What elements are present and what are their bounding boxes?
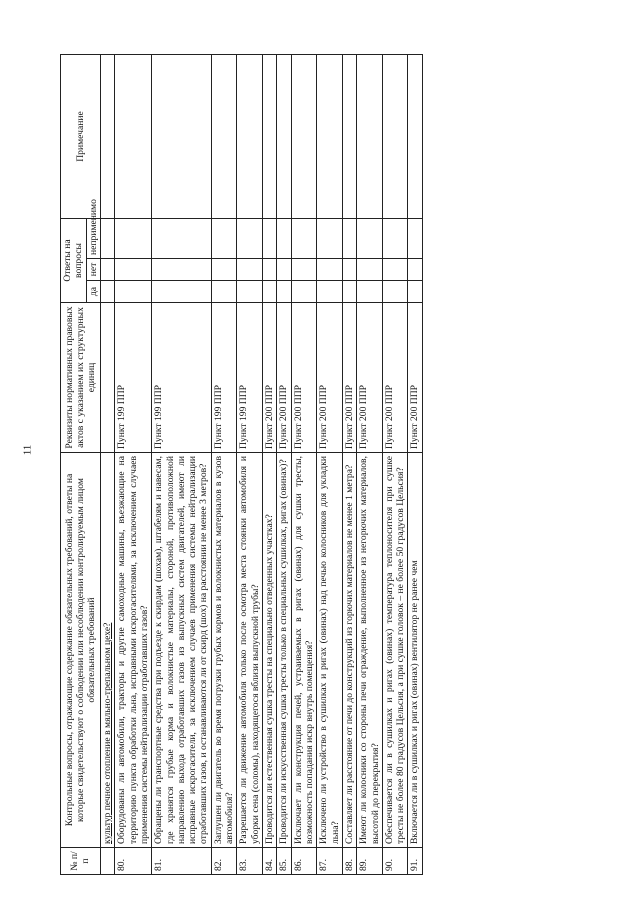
table-row xyxy=(277,55,291,875)
answer-no-cell[interactable] xyxy=(357,259,383,281)
answer-no-cell[interactable] xyxy=(277,259,291,281)
row-question: Обращены ли транспортные средства при подъезде к скирдам (шохам), штабелям и навесам, где хранятся грубые корма и волокнистые материалы, стороной, противоположной направлению выхода отработавших газов из выпускных систем двигателей, имеют ли исправные искрогасители, за исключением случаев применения системы нейтрализации отработавших газов, и останавливаются ли от скирд (шох) на расстоянии не менее 3 метров? xyxy=(152,453,212,848)
row-question: Обеспечивается ли в сушилках и ригах (овинах) температура теплоносителя при сушке тресты не более 80 градусов Цельсия, а при сушке головок – не более 50 градусов Цельсия? xyxy=(382,453,408,848)
row-question: Оборудованы ли автомобили, тракторы и другие самоходные машины, въезжающие на территорию пункта обработки льна, исправными искрогасителями, за исключением случаев применения системы нейтрализации отработавших газов? xyxy=(115,453,152,848)
row-question: Включается ли в сушилках и ригах (овинах) вентилятор не ранее чем xyxy=(408,453,422,848)
row-number: 81. xyxy=(152,848,212,875)
table-row xyxy=(115,55,152,875)
row-reference: Пункт 200 ППР xyxy=(382,303,408,453)
header-note: Примечание xyxy=(61,55,101,219)
answer-na-cell[interactable] xyxy=(237,219,263,259)
row-question: Имеют ли колосники со стороны печи ограждение, выполненное из негорючих материалов, высотой до перекрытия? xyxy=(357,453,383,848)
answer-na-cell[interactable] xyxy=(115,219,152,259)
answer-na-cell[interactable] xyxy=(277,219,291,259)
note-cell[interactable] xyxy=(291,55,317,219)
row-number: 83. xyxy=(237,848,263,875)
row-reference: Пункт 200 ППР xyxy=(408,303,422,453)
answer-no-cell[interactable] xyxy=(152,259,212,281)
table-row xyxy=(291,55,317,875)
answer-yes-cell[interactable] xyxy=(211,281,237,303)
answer-na-cell[interactable] xyxy=(152,219,212,259)
row-reference: Пункт 200 ППР xyxy=(263,303,277,453)
row-number: 86. xyxy=(291,848,317,875)
row-question: Разрешается ли движение автомобиля только после осмотра места стоянки автомобиля и уборки сена (соломы), находящегося вблизи выпускной трубы? xyxy=(237,453,263,848)
answer-na-cell[interactable] xyxy=(211,219,237,259)
continuation-num xyxy=(100,848,114,875)
row-question: Проводится ли искусственная сушка тресты только в специальных сушилках, ригах (овинах)? xyxy=(277,453,291,848)
row-reference: Пункт 200 ППР xyxy=(291,303,317,453)
answer-yes-cell[interactable] xyxy=(100,281,114,303)
table-row xyxy=(408,55,422,875)
table-row xyxy=(357,55,383,875)
row-reference: Пункт 200 ППР xyxy=(342,303,356,453)
answer-no-cell[interactable] xyxy=(382,259,408,281)
row-question: Проводится ли естественная сушка тресты на специально отведенных участках? xyxy=(263,453,277,848)
continuation-ref xyxy=(100,303,114,453)
header-requisites: Реквизиты нормативных правовых актов с указанием их структурных единиц xyxy=(61,303,101,453)
row-number: 87. xyxy=(317,848,343,875)
row-question: Составляет ли расстояние от печи до конструкций из горючих материалов не менее 1 метра? xyxy=(342,453,356,848)
continuation-row xyxy=(100,55,114,875)
answer-yes-cell[interactable] xyxy=(382,281,408,303)
row-question: Заглушен ли двигатель во время погрузки грубых кормов и волокнистых материалов в кузов автомобиля? xyxy=(211,453,237,848)
row-reference: Пункт 199 ППР xyxy=(211,303,237,453)
answer-no-cell[interactable] xyxy=(317,259,343,281)
row-number: 80. xyxy=(115,848,152,875)
row-question: Исключено ли устройство в сушилках и ригах (овинах) над печью колосников для укладки льна? xyxy=(317,453,343,848)
row-number: 84. xyxy=(263,848,277,875)
answer-na-cell[interactable] xyxy=(100,219,114,259)
row-number: 89. xyxy=(357,848,383,875)
row-reference: Пункт 200 ППР xyxy=(277,303,291,453)
answer-yes-cell[interactable] xyxy=(152,281,212,303)
table-row xyxy=(317,55,343,875)
row-reference: Пункт 200 ППР xyxy=(317,303,343,453)
note-cell[interactable] xyxy=(237,55,263,219)
note-cell[interactable] xyxy=(357,55,383,219)
row-number: 85. xyxy=(277,848,291,875)
note-cell[interactable] xyxy=(277,55,291,219)
table-row xyxy=(237,55,263,875)
answer-no-cell[interactable] xyxy=(291,259,317,281)
continuation-text: культур печное отопление в мяльно-трепальном цехе? xyxy=(100,453,114,848)
checklist-table xyxy=(60,54,423,875)
answer-yes-cell[interactable] xyxy=(115,281,152,303)
row-number: 90. xyxy=(382,848,408,875)
row-reference: Пункт 199 ППР xyxy=(152,303,212,453)
page-number: 11 xyxy=(21,444,34,456)
answer-yes-cell[interactable] xyxy=(291,281,317,303)
answer-no-cell[interactable] xyxy=(408,259,422,281)
note-cell[interactable] xyxy=(263,55,277,219)
table-row xyxy=(342,55,356,875)
answer-yes-cell[interactable] xyxy=(263,281,277,303)
table-row xyxy=(211,55,237,875)
answer-na-cell[interactable] xyxy=(342,219,356,259)
table-row xyxy=(382,55,408,875)
row-question: Исключает ли конструкция печей, устраиваемых в ригах (овинах) для сушки тресты, возможность попадания искр внутрь помещения? xyxy=(291,453,317,848)
answer-no-cell[interactable] xyxy=(115,259,152,281)
row-number: 82. xyxy=(211,848,237,875)
answer-na-cell[interactable] xyxy=(357,219,383,259)
row-number: 91. xyxy=(408,848,422,875)
header-answers: Ответы на вопросы xyxy=(61,219,87,303)
answer-na-cell[interactable] xyxy=(263,219,277,259)
answer-na-cell[interactable] xyxy=(408,219,422,259)
answer-no-cell[interactable] xyxy=(237,259,263,281)
header-yes: да xyxy=(86,281,100,303)
answer-no-cell[interactable] xyxy=(342,259,356,281)
answer-na-cell[interactable] xyxy=(382,219,408,259)
answer-yes-cell[interactable] xyxy=(237,281,263,303)
answer-yes-cell[interactable] xyxy=(342,281,356,303)
note-cell[interactable] xyxy=(211,55,237,219)
note-cell[interactable] xyxy=(408,55,422,219)
row-reference: Пункт 200 ППР xyxy=(357,303,383,453)
answer-yes-cell[interactable] xyxy=(317,281,343,303)
row-number: 88. xyxy=(342,848,356,875)
header-num: № п/п xyxy=(61,848,101,875)
header-question: Контрольные вопросы, отражающие содержание обязательных требований, ответы на которые свидетельствуют о соблюдении или несоблюдении контролируемым лицом обязательных требований xyxy=(61,453,101,848)
table-row xyxy=(263,55,277,875)
row-reference: Пункт 199 ППР xyxy=(115,303,152,453)
answer-no-cell[interactable] xyxy=(100,259,114,281)
header-no: нет xyxy=(86,259,100,281)
note-cell[interactable] xyxy=(342,55,356,219)
note-cell[interactable] xyxy=(115,55,152,219)
document-page xyxy=(60,55,640,875)
answer-na-cell[interactable] xyxy=(291,219,317,259)
answer-yes-cell[interactable] xyxy=(408,281,422,303)
note-cell[interactable] xyxy=(317,55,343,219)
answer-no-cell[interactable] xyxy=(263,259,277,281)
note-cell[interactable] xyxy=(152,55,212,219)
row-reference: Пункт 199 ППР xyxy=(237,303,263,453)
header-na: неприменимо xyxy=(86,219,100,259)
table-row xyxy=(152,55,212,875)
answer-no-cell[interactable] xyxy=(211,259,237,281)
answer-yes-cell[interactable] xyxy=(357,281,383,303)
note-cell[interactable] xyxy=(100,55,114,219)
answer-yes-cell[interactable] xyxy=(277,281,291,303)
note-cell[interactable] xyxy=(382,55,408,219)
answer-na-cell[interactable] xyxy=(317,219,343,259)
